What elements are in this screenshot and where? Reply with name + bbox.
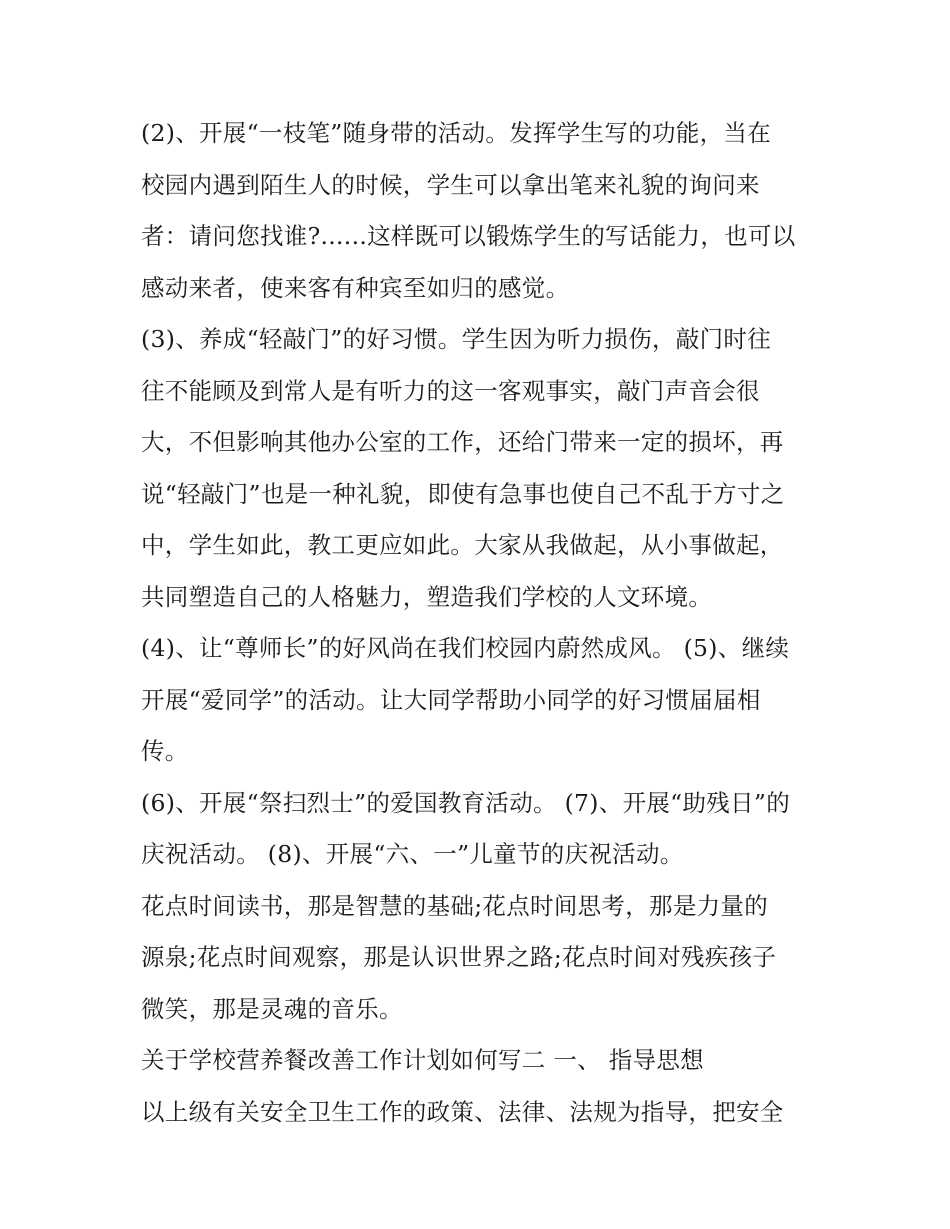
text-line: 往不能顾及到常人是有听力的这一客观事实，敲门声音会很 <box>141 376 760 405</box>
text-line: 关于学校营养餐改善工作计划如何写二 一、 指导思想 <box>141 1046 704 1074</box>
text-line: 花点时间读书，那是智慧的基础;花点时间思考，那是力量的 <box>141 891 769 920</box>
text-line: 源泉;花点时间观察，那是认识世界之路;花点时间对残疾孩子 <box>141 943 777 971</box>
text-line: (6)、开展“祭扫烈士”的爱国教育活动。 (7)、开展“助残日”的 <box>141 788 791 817</box>
text-line: 中，学生如此，教工更应如此。大家从我做起，从小事做起， <box>141 531 784 559</box>
text-line: (2)、开展“一枝笔”随身带的活动。发挥学生写的功能，当在 <box>141 119 772 147</box>
text-line: 说“轻敲门”也是一种礼貌，即使有急事也使自己不乱于方寸之 <box>141 479 785 508</box>
text-line: 校园内遇到陌生人的时候，学生可以拿出笔来礼貌的询问来 <box>141 170 760 199</box>
text-line: (4)、让“尊师长”的好风尚在我们校园内蔚然成风。 (5)、继续 <box>141 634 790 662</box>
text-line: 庆祝活动。 (8)、开展“六、一”儿童节的庆祝活动。 <box>141 840 684 868</box>
text-line: (3)、养成“轻敲门”的好习惯。学生因为听力损伤，敲门时往 <box>141 325 772 353</box>
text-line: 共同塑造自己的人格魅力，塑造我们学校的人文环境。 <box>141 582 713 611</box>
text-line: 开展“爱同学”的活动。让大同学帮助小同学的好习惯届届相 <box>141 685 761 714</box>
text-line: 微笑，那是灵魂的音乐。 <box>141 994 403 1023</box>
text-line: 以上级有关安全卫生工作的政策、法律、法规为指导，把安全 <box>141 1097 784 1126</box>
text-line: 感动来者，使来客有种宾至如归的感觉。 <box>141 273 570 302</box>
document-page <box>141 108 821 1138</box>
text-line: 传。 <box>141 737 189 765</box>
text-line: 者：请问您找谁?......这样既可以锻炼学生的写话能力，也可以 <box>141 222 796 250</box>
text-line: 大，不但影响其他办公室的工作，还给门带来一定的损坏，再 <box>141 428 784 456</box>
